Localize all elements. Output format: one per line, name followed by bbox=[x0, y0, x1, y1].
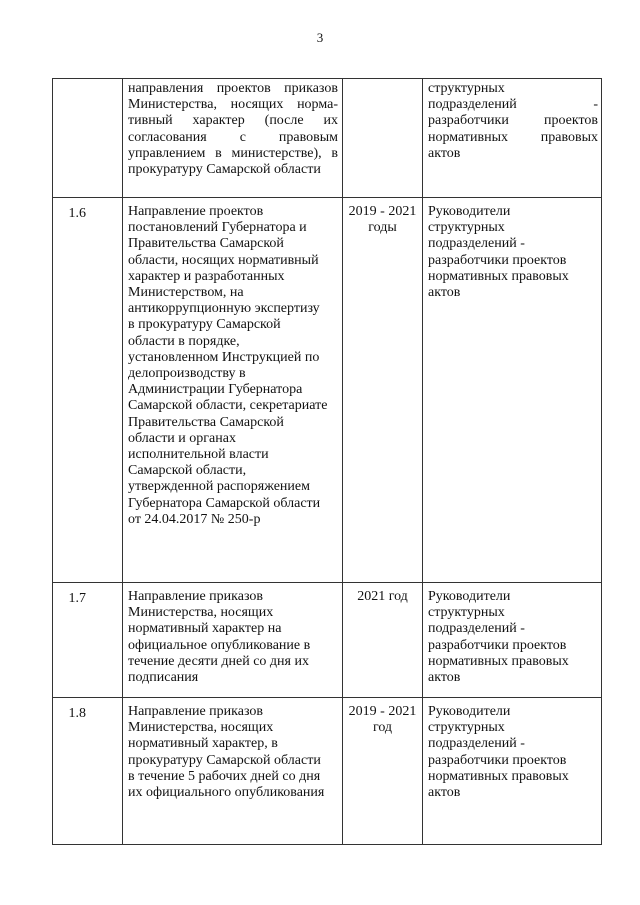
text-line: управлением в министерстве), в bbox=[128, 145, 338, 161]
text-line: годы bbox=[368, 220, 397, 236]
text-line: тивный характер (после их bbox=[128, 113, 338, 129]
cell-number bbox=[53, 79, 123, 198]
text-line: согласования с правовым bbox=[128, 129, 338, 145]
text-line: Руководители bbox=[428, 704, 511, 719]
cell-description bbox=[123, 198, 343, 583]
cell-description bbox=[123, 698, 343, 845]
text-line: Направление проектов bbox=[128, 204, 264, 219]
text-line: утвержденной распоряжением bbox=[128, 479, 310, 495]
text-line: подразделений - bbox=[428, 97, 598, 113]
text-line: актов bbox=[428, 670, 461, 686]
text-line: нормативный характер, в bbox=[128, 736, 278, 752]
text-line: подразделений - bbox=[428, 736, 525, 752]
cell-responsible bbox=[423, 79, 602, 198]
text-line: нормативных правовых bbox=[428, 768, 569, 784]
text-line: от 24.04.2017 № 250-р bbox=[128, 511, 261, 527]
text-line: Министерства, носящих bbox=[128, 605, 274, 621]
text-line: антикоррупционную экспертизу bbox=[128, 301, 320, 317]
text-line: структурных bbox=[428, 220, 505, 236]
text-line: области, носящих нормативный bbox=[128, 252, 319, 268]
cell-responsible bbox=[423, 698, 602, 845]
text-line: Губернатора Самарской области bbox=[128, 495, 321, 511]
text-line: 2019 - 2021 bbox=[348, 704, 417, 719]
text-line: разработчики проектов bbox=[428, 252, 567, 268]
text-line: структурных bbox=[428, 605, 505, 621]
text-line: прокуратуру Самарской области bbox=[128, 162, 321, 178]
text-line: Правительства Самарской bbox=[128, 236, 284, 252]
text-line: постановлений Губернатора и bbox=[128, 220, 307, 236]
text-line: Правительства Самарской bbox=[128, 414, 284, 430]
cell-responsible bbox=[423, 583, 602, 698]
text-line: Министерством, на bbox=[128, 285, 244, 301]
text-line: Самарской области, секретариате bbox=[128, 398, 328, 414]
text-line: Министерства, носящих bbox=[128, 720, 274, 736]
text-line: течение десяти дней со дня их bbox=[128, 653, 309, 669]
cell-period bbox=[343, 698, 423, 845]
text-line: нормативных правовых bbox=[428, 268, 569, 284]
cell-description bbox=[123, 79, 343, 198]
table-row bbox=[53, 583, 602, 698]
text-line: Направление приказов bbox=[128, 704, 264, 719]
text-line: год bbox=[372, 720, 393, 736]
text-line: подразделений - bbox=[428, 621, 525, 637]
text-line: прокуратуру Самарской области bbox=[128, 752, 321, 768]
cell-description bbox=[123, 583, 343, 698]
cell-period bbox=[343, 198, 423, 583]
text-line: Руководители bbox=[428, 204, 511, 219]
text-line: официальное опубликование в bbox=[128, 637, 311, 653]
text-line: актов bbox=[428, 785, 461, 801]
text-line: области и органах bbox=[128, 430, 236, 446]
table-row bbox=[53, 198, 602, 583]
text-line: разработчики проектов bbox=[428, 637, 567, 653]
text-line: их официального опубликования bbox=[128, 785, 325, 801]
text-line: подразделений - bbox=[428, 236, 525, 252]
cell-number: 1.6 bbox=[53, 198, 123, 583]
text-line: разработчики проектов bbox=[428, 113, 598, 129]
cell-period bbox=[343, 583, 423, 698]
measures-table bbox=[52, 78, 602, 845]
page-number: 3 bbox=[316, 30, 324, 45]
text-line: структурных bbox=[428, 81, 505, 96]
table-row bbox=[53, 698, 602, 845]
text-line: Министерства, носящих норма- bbox=[128, 97, 338, 113]
text-line: 2021 год bbox=[357, 589, 408, 604]
text-line: делопроизводству в bbox=[128, 366, 246, 382]
text-line: характер и разработанных bbox=[128, 268, 285, 284]
text-line: Руководители bbox=[428, 589, 511, 604]
text-line: установленном Инструкцией по bbox=[128, 349, 320, 365]
text-line: нормативных правовых bbox=[428, 129, 598, 145]
cell-period bbox=[343, 79, 423, 198]
text-line: актов bbox=[428, 145, 461, 161]
text-line: в течение 5 рабочих дней со дня bbox=[128, 768, 321, 784]
text-line: Администрации Губернатора bbox=[128, 382, 303, 398]
cell-responsible bbox=[423, 198, 602, 583]
cell-number: 1.7 bbox=[53, 583, 123, 698]
table-row-continuation bbox=[53, 79, 602, 198]
text-line: структурных bbox=[428, 720, 505, 736]
text-line: исполнительной власти bbox=[128, 447, 269, 463]
text-line: нормативных правовых bbox=[428, 653, 569, 669]
text-line: актов bbox=[428, 285, 461, 301]
text-line: нормативный характер на bbox=[128, 621, 282, 637]
text-line: разработчики проектов bbox=[428, 752, 567, 768]
text-line: Самарской области, bbox=[128, 463, 247, 479]
text-line: области в порядке, bbox=[128, 333, 240, 349]
text-line: подписания bbox=[128, 670, 199, 686]
cell-number: 1.8 bbox=[53, 698, 123, 845]
text-line: в прокуратуру Самарской bbox=[128, 317, 281, 333]
text-line: направления проектов приказов bbox=[128, 81, 338, 96]
text-line: Направление приказов bbox=[128, 589, 264, 604]
text-line: 2019 - 2021 bbox=[348, 204, 417, 219]
